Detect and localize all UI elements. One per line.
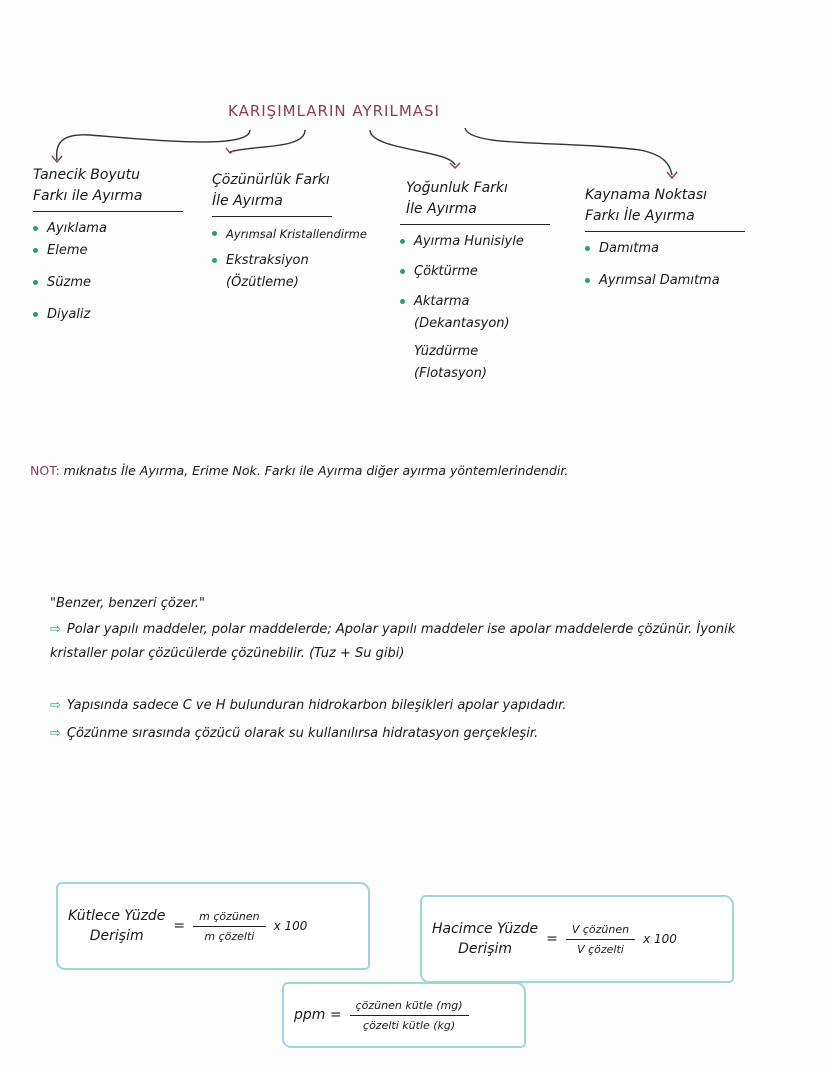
item-text: Diyaliz	[47, 307, 91, 322]
bullet-icon	[33, 280, 38, 285]
column-heading	[212, 170, 332, 217]
label-line: Derişim	[89, 928, 144, 944]
list-item	[33, 272, 183, 294]
column-solubility	[212, 170, 392, 294]
list-item	[400, 313, 550, 335]
formula-label	[432, 919, 538, 959]
multiplier: x 100	[273, 919, 308, 933]
fraction	[193, 910, 265, 943]
bullet-icon	[212, 231, 217, 236]
equals: =	[546, 931, 558, 947]
column-heading	[585, 185, 745, 232]
list-item	[33, 240, 183, 262]
list-item	[400, 363, 550, 385]
formula-mass-percent	[56, 882, 370, 970]
ppm-label: ppm =	[294, 1007, 342, 1023]
arrow-icon: ⇨	[50, 622, 61, 637]
column-heading	[33, 165, 183, 212]
quote: "Benzer, benzeri çözer."	[50, 596, 205, 611]
list-item	[585, 270, 745, 292]
heading-line: İle Ayırma	[212, 193, 283, 209]
multiplier: x 100	[643, 932, 677, 946]
item-text: Ayırma Hunisiyle	[414, 234, 524, 249]
item-text: Çöktürme	[414, 264, 478, 279]
heading-line: Farkı İle Ayırma	[585, 208, 695, 224]
bullet-icon	[212, 258, 217, 263]
item-text: Eleme	[47, 243, 88, 258]
list-item	[585, 238, 745, 260]
formula-ppm	[282, 982, 526, 1048]
label-line: Derişim	[458, 941, 512, 957]
list-item	[212, 250, 392, 272]
bullet-text: Yapısında sadece C ve H bulunduran hidrokarbon bileşikleri apolar yapıdadır.	[66, 698, 567, 713]
formula-volume-percent	[420, 895, 734, 983]
list-item	[33, 304, 183, 326]
page-title: KARIŞIMLARIN AYRILMASI	[228, 102, 440, 120]
numerator: V çözünen	[566, 923, 635, 940]
denominator: çözelti kütle (kg)	[363, 1018, 456, 1032]
note	[30, 463, 568, 478]
column-particle-size	[33, 165, 183, 326]
bullet-text: Polar yapılı maddeler, polar maddelerde; Apolar yapılı maddeler ise apolar maddelerde çözünür. İyonik kristaller polar çözücülerde çözünebilir. (Tuz + Su gibi)	[50, 622, 736, 661]
item-text: Aktarma	[414, 294, 470, 309]
item-text: Süzme	[47, 275, 91, 290]
note-text: mıknatıs İle Ayırma, Erime Nok. Farkı ile Ayırma diğer ayırma yöntemlerindendir.	[63, 463, 569, 478]
bullet-icon	[33, 248, 38, 253]
list-item	[400, 231, 550, 253]
equals: =	[173, 918, 186, 934]
fraction	[350, 999, 469, 1032]
heading-line: Çözünürlük Farkı	[212, 172, 330, 188]
item-text: (Özütleme)	[226, 275, 299, 290]
bullet-icon	[33, 226, 38, 231]
list-item	[400, 341, 550, 363]
list-item	[400, 261, 550, 283]
bullet-paragraph	[50, 694, 770, 718]
note-label: NOT:	[30, 463, 60, 478]
label-line: Hacimce Yüzde	[432, 921, 539, 937]
numerator: çözünen kütle (mg)	[350, 999, 469, 1016]
item-text: Ayrımsal Kristallendirme	[226, 227, 367, 241]
bullet-icon	[400, 299, 405, 304]
bullet-paragraph	[50, 722, 770, 746]
item-text: Ayıklama	[47, 221, 107, 236]
item-text: (Dekantasyon)	[414, 316, 510, 331]
item-text: Ekstraksiyon	[226, 253, 309, 268]
arrow-icon: ⇨	[50, 698, 61, 713]
bullet-paragraph	[50, 618, 770, 666]
formula-label	[68, 906, 165, 946]
bullet-icon	[585, 278, 590, 283]
fraction	[566, 923, 635, 956]
label-line: Kütlece Yüzde	[68, 908, 166, 924]
bullet-icon	[400, 239, 405, 244]
heading-line: Tanecik Boyutu	[33, 167, 140, 183]
heading-line: Kaynama Noktası	[585, 187, 708, 203]
column-boiling-point	[585, 185, 745, 292]
bullet-icon	[33, 312, 38, 317]
list-item	[212, 223, 392, 246]
arrow-icon: ⇨	[50, 726, 61, 741]
list-item	[33, 218, 183, 240]
column-density	[400, 178, 550, 385]
item-text: Yüzdürme	[414, 344, 479, 359]
heading-line: Farkı ile Ayırma	[33, 188, 143, 204]
bullet-icon	[400, 269, 405, 274]
bullet-icon	[585, 246, 590, 251]
item-text: (Flotasyon)	[414, 366, 487, 381]
item-text: Ayrımsal Damıtma	[599, 273, 720, 288]
list-item	[400, 291, 550, 313]
bullet-text: Çözünme sırasında çözücü olarak su kullanılırsa hidratasyon gerçekleşir.	[66, 726, 539, 741]
column-heading	[400, 178, 550, 225]
list-item	[212, 272, 392, 294]
denominator: m çözelti	[204, 929, 255, 943]
heading-line: İle Ayırma	[406, 201, 477, 217]
numerator: m çözünen	[193, 910, 265, 927]
heading-line: Yoğunluk Farkı	[406, 180, 508, 196]
item-text: Damıtma	[599, 241, 659, 256]
denominator: V çözelti	[577, 942, 624, 956]
